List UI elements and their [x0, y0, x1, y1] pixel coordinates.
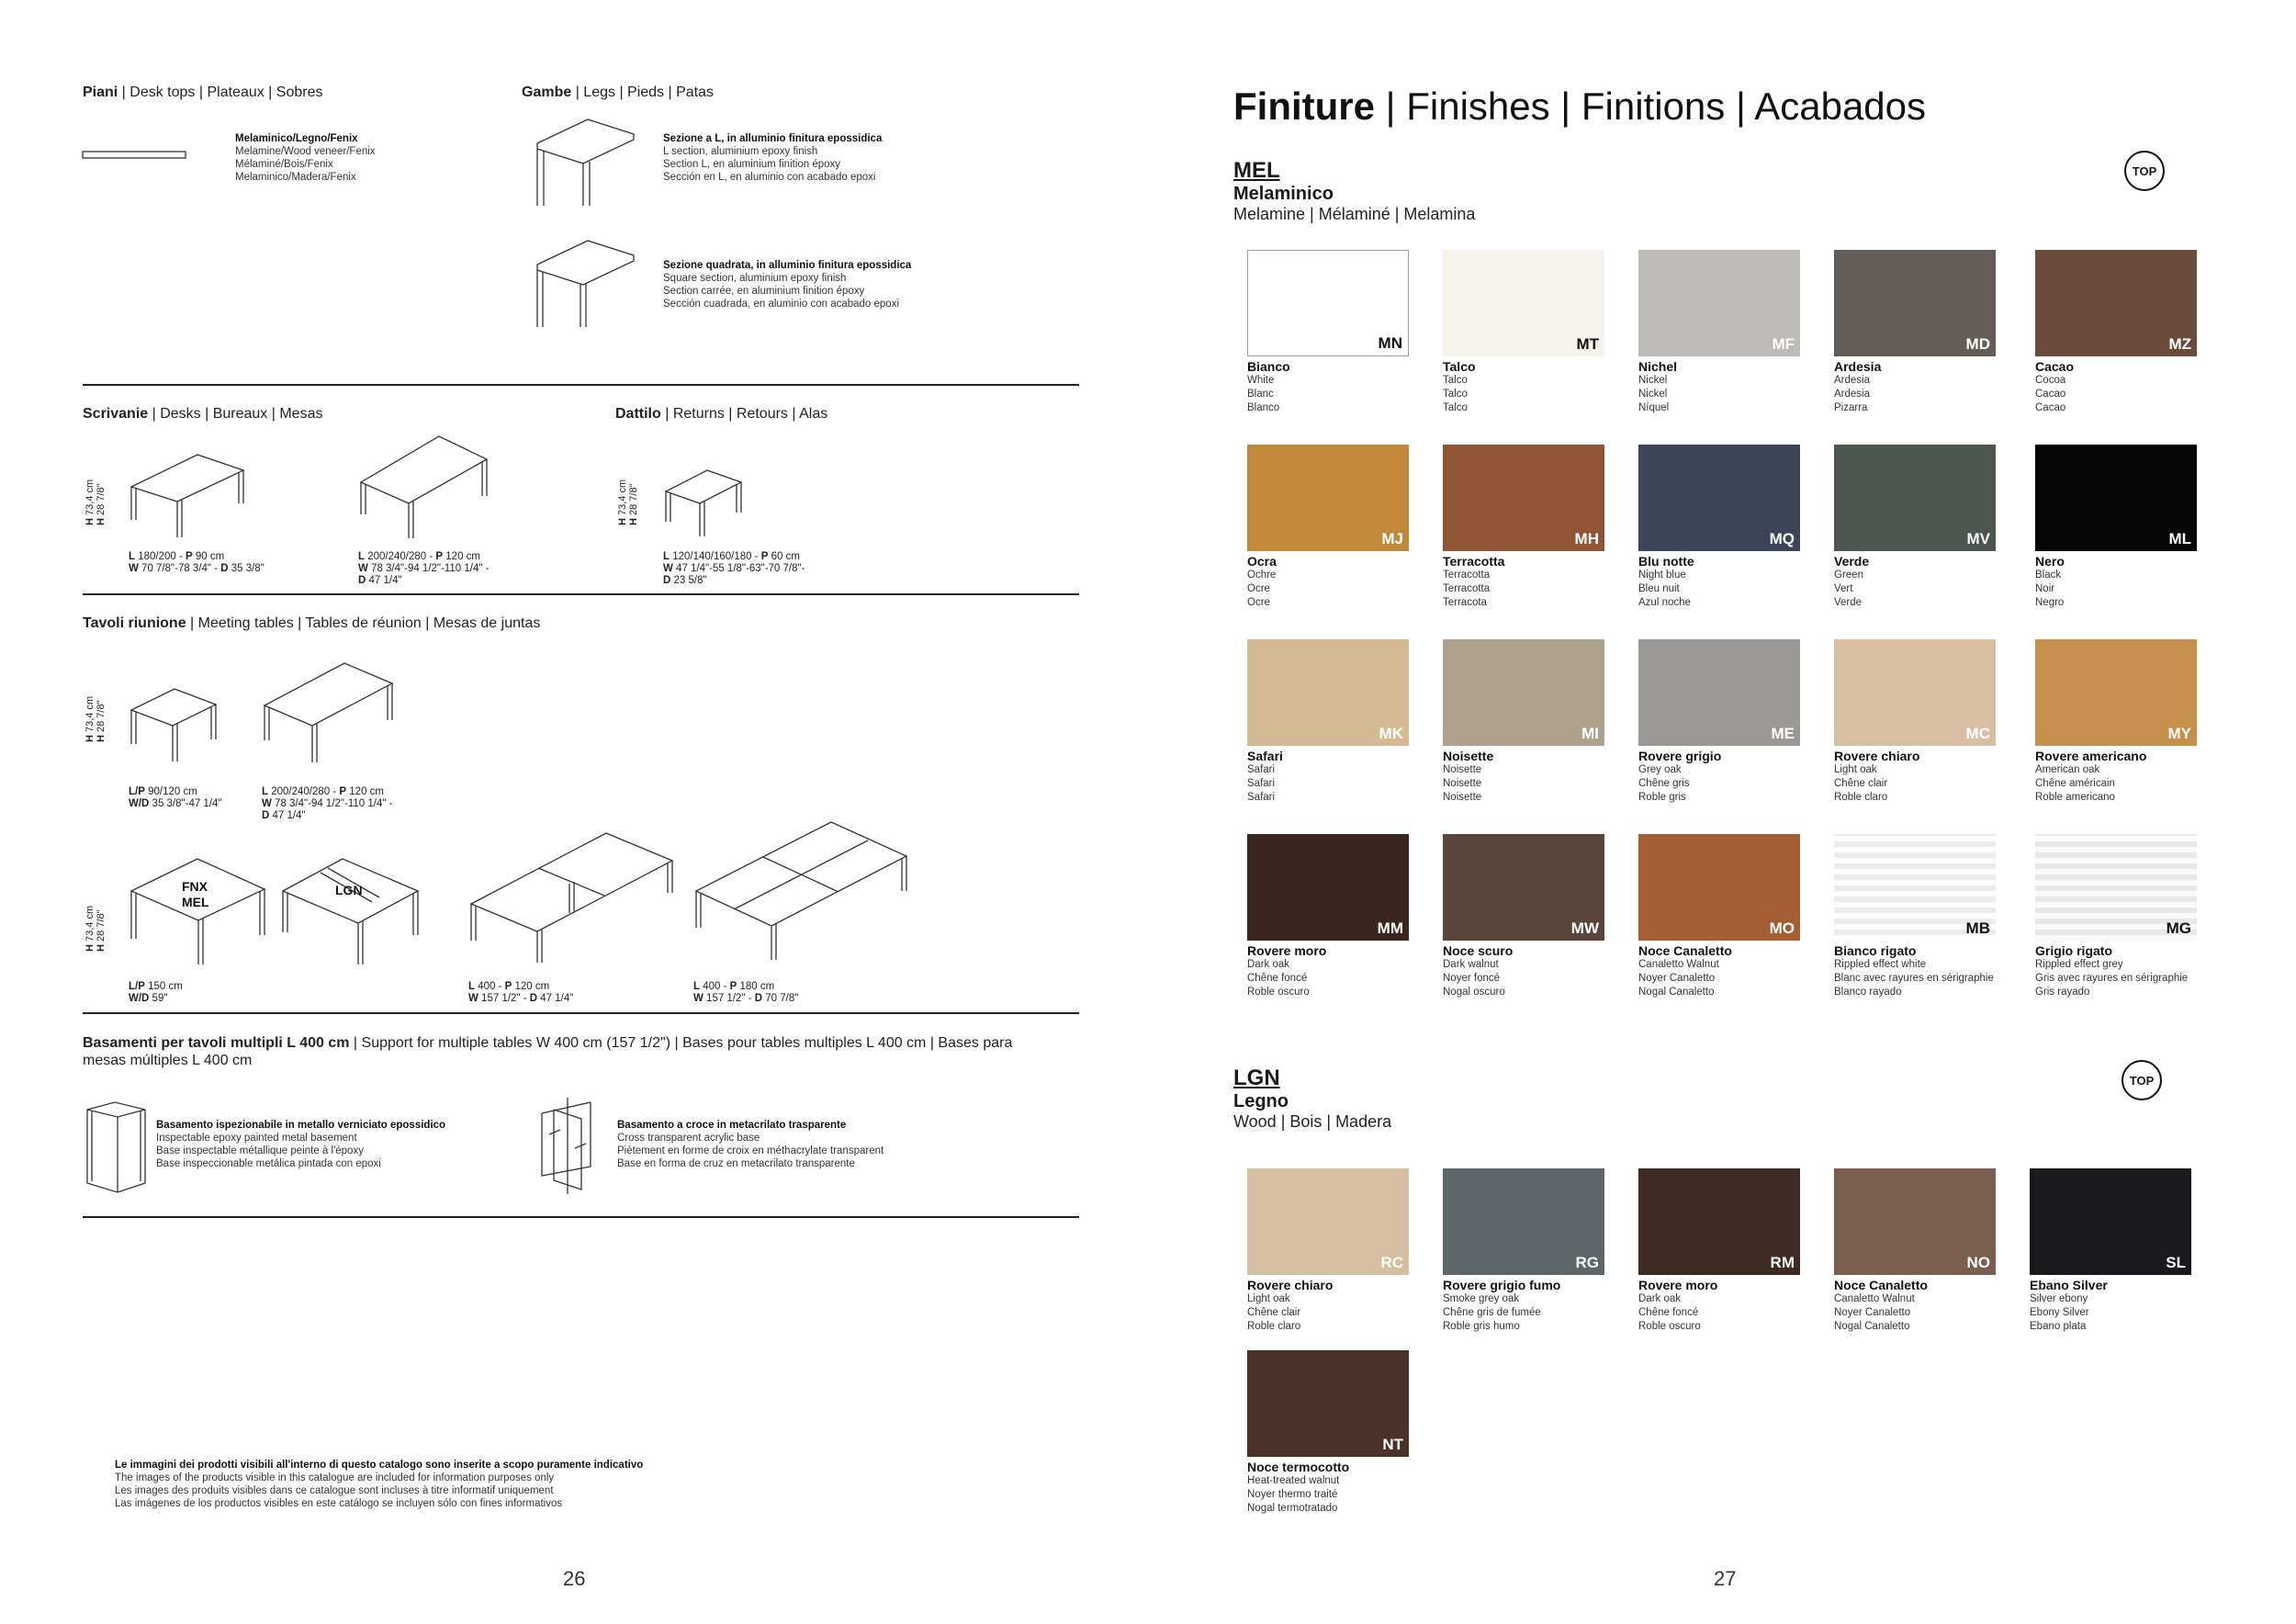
swatch-name: Verde: [1834, 554, 1870, 569]
cross-acrylic-base-drawing: [540, 1093, 604, 1199]
meeting-table-400-180-drawing: [693, 818, 914, 964]
swatch-code: MI: [1581, 725, 1599, 742]
swatch-mw: [1443, 834, 1604, 941]
swatch-rm: [1638, 1168, 1800, 1275]
swatch-name: Rovere americano: [2035, 749, 2147, 763]
swatch-name: Rovere grigio: [1638, 749, 1722, 763]
swatch-translation: Bleu nuit: [1638, 583, 1680, 594]
swatch-label: [1638, 555, 1822, 610]
return-dims: L 120/140/160/180 - P 60 cm W 47 1/4"-55 1/8"-63"-70 7/8"- D 23 5/8": [663, 551, 805, 586]
swatch-sl: [2030, 1168, 2191, 1275]
swatch-mo: [1638, 834, 1800, 941]
swatch-translation: Heat-treated walnut: [1247, 1475, 1340, 1486]
swatch-translation: Roble gris: [1638, 792, 1686, 803]
swatch-name: Terracotta: [1443, 554, 1505, 569]
swatch-code: RG: [1575, 1254, 1599, 1271]
swatch-code: MN: [1378, 334, 1402, 352]
swatch-translation: Ebony Silver: [2030, 1307, 2089, 1318]
swatch-translation: Noisette: [1443, 792, 1482, 803]
swatch-label: [2035, 360, 2219, 415]
swatch-code: MT: [1576, 335, 1599, 353]
swatch-translation: Talco: [1443, 375, 1468, 386]
swatch-mm: [1247, 834, 1409, 941]
swatch-name: Noce Canaletto: [1638, 943, 1732, 958]
meeting-table-square-drawing: [129, 684, 220, 767]
divider: [83, 384, 1079, 386]
swatch-name: Grigio rigato: [2035, 943, 2112, 958]
swatch-name: Ebano Silver: [2030, 1278, 2108, 1292]
swatch-code: MH: [1574, 530, 1599, 547]
swatch-translation: Grey oak: [1638, 764, 1682, 775]
swatch-label: [1247, 750, 1431, 805]
swatch-translation: Dark oak: [1638, 1293, 1682, 1304]
swatch-translation: Ebano plata: [2030, 1321, 2087, 1332]
swatch-translation: Light oak: [1247, 1293, 1290, 1304]
meeting-table-fnx-mel-drawing: [129, 854, 276, 969]
swatch-translation: Noir: [2035, 583, 2055, 594]
swatch-translation: Noyer Canaletto: [1638, 973, 1716, 984]
swatch-translation: Chêne foncé: [1247, 973, 1308, 984]
swatch-label: [1443, 1279, 1626, 1334]
lgn-subtitle: Wood | Bois | Madera: [1233, 1112, 1392, 1131]
swatch-translation: White: [1247, 375, 1275, 386]
swatch-code: RC: [1380, 1254, 1403, 1271]
swatch-name: Bianco rigato: [1834, 943, 1917, 958]
section-title-scrivanie: Scrivanie | Desks | Bureaux | Mesas: [83, 406, 323, 422]
swatch-translation: Chêne clair: [1834, 778, 1888, 789]
desk-small-dims: L 180/200 - P 90 cm W 70 7/8"-78 3/4" - D 35 3/8": [129, 551, 264, 574]
swatch-translation: Night blue: [1638, 570, 1686, 581]
swatch-code: MD: [1965, 335, 1990, 353]
swatch-code: MF: [1772, 335, 1795, 353]
swatch-translation: Chêne gris de fumée: [1443, 1307, 1541, 1318]
divider: [83, 1012, 1079, 1014]
swatch-code: SL: [2166, 1254, 2186, 1271]
swatch-code: MO: [1769, 919, 1795, 937]
top-badge-mel: TOP: [2124, 151, 2165, 191]
swatch-translation: Smoke grey oak: [1443, 1293, 1520, 1304]
swatch-name: Blu notte: [1638, 554, 1694, 569]
swatch-translation: American oak: [2035, 764, 2100, 775]
meeting-table-lgn-drawing: [280, 854, 427, 969]
swatch-translation: Rippled effect white: [1834, 959, 1927, 970]
swatch-translation: Chêne américain: [2035, 778, 2115, 789]
meeting-round-dims: L/P 150 cm W/D 59": [129, 981, 183, 1004]
swatch-translation: Níquel: [1638, 402, 1670, 413]
swatch-translation: Cacao: [2035, 402, 2066, 413]
swatch-translation: Talco: [1443, 389, 1468, 400]
swatch-translation: Gris rayado: [2035, 987, 2090, 998]
swatch-translation: Pizarra: [1834, 402, 1868, 413]
page-number-right: 27: [1714, 1567, 1737, 1590]
swatch-mq: [1638, 445, 1800, 551]
swatch-name: Rovere moro: [1247, 943, 1327, 958]
swatch-translation: Blanc avec rayures en sérigraphie: [1834, 973, 1994, 984]
swatch-translation: Ochre: [1247, 570, 1277, 581]
swatch-label: [1247, 360, 1431, 415]
swatch-label: [1638, 944, 1822, 999]
swatch-label: [1443, 555, 1626, 610]
swatch-translation: Roble oscuro: [1247, 987, 1310, 998]
meeting-400-120-dims: L 400 - P 120 cm W 157 1/2" - D 47 1/4": [468, 981, 574, 1004]
meeting-table-400-120-drawing: [468, 829, 680, 966]
swatch-code: MB: [1965, 919, 1990, 937]
swatch-name: Rovere moro: [1638, 1278, 1718, 1292]
swatch-label: [1834, 944, 2018, 999]
page-number-left: 26: [563, 1567, 586, 1590]
swatch-mc: [1834, 639, 1996, 746]
swatch-label: [2030, 1279, 2213, 1334]
swatch-me: [1638, 639, 1800, 746]
svg-text:LGN: LGN: [335, 883, 363, 897]
swatch-translation: Roble oscuro: [1638, 1321, 1701, 1332]
divider: [83, 1216, 1079, 1218]
swatch-name: Rovere grigio fumo: [1443, 1278, 1561, 1292]
swatch-name: Bianco: [1247, 359, 1290, 374]
swatch-translation: Safari: [1247, 764, 1276, 775]
swatch-rg: [1443, 1168, 1604, 1275]
swatch-nt: [1247, 1350, 1409, 1457]
swatch-translation: Terracotta: [1443, 583, 1491, 594]
desk-drawing-large: [358, 432, 496, 542]
swatch-label: [1247, 555, 1431, 610]
disclaimer: Le immagini dei prodotti visibili all'interno di questo catalogo sono inserite a scopo puramente indicativo The images of the products visible in this catalogue are included for information purposes only Les images des produits visibles dans ce catalogue sont incluses à titre informatif uniquement Las imágenes de los productos visibles en este catálogo se incluyen sólo con fines informativos: [115, 1460, 644, 1509]
swatch-translation: Terracota: [1443, 597, 1487, 608]
swatch-name: Cacao: [2035, 359, 2075, 374]
swatch-translation: Roble americano: [2035, 792, 2115, 803]
swatch-mb: [1834, 834, 1996, 941]
swatch-translation: Dark walnut: [1443, 959, 1499, 970]
swatch-translation: Chêne clair: [1247, 1307, 1301, 1318]
swatch-translation: Noyer foncé: [1443, 973, 1501, 984]
swatch-translation: Noyer Canaletto: [1834, 1307, 1911, 1318]
swatch-translation: Noyer thermo traité: [1247, 1489, 1338, 1500]
swatch-translation: Rippled effect grey: [2035, 959, 2123, 970]
swatch-translation: Safari: [1247, 792, 1276, 803]
swatch-translation: Terracotta: [1443, 570, 1491, 581]
return-drawing: [663, 459, 755, 542]
swatch-code: RM: [1770, 1254, 1795, 1271]
swatch-translation: Green: [1834, 570, 1863, 581]
swatch-label: [1247, 1279, 1431, 1334]
lgn-header: [1233, 1066, 1391, 1132]
mel-subtitle: Melamine | Mélaminé | Melamina: [1233, 205, 1476, 223]
swatch-ml: [2035, 445, 2197, 551]
swatch-code: MK: [1379, 725, 1403, 742]
swatch-mk: [1247, 639, 1409, 746]
swatch-translation: Ocre: [1247, 583, 1270, 594]
swatch-translation: Verde: [1834, 597, 1863, 608]
swatch-label: [1638, 750, 1822, 805]
swatch-label: [1834, 555, 2018, 610]
swatch-translation: Safari: [1247, 778, 1276, 789]
svg-text:MEL: MEL: [182, 895, 209, 909]
swatch-name: Noce termocotto: [1247, 1460, 1350, 1474]
swatch-label: [1834, 360, 2018, 415]
swatch-label: [2035, 555, 2219, 610]
meeting-square-dims: L/P 90/120 cm W/D 35 3/8"-47 1/4": [129, 786, 222, 809]
swatch-md: [1834, 250, 1996, 356]
swatch-rc: [1247, 1168, 1409, 1275]
swatch-code: MW: [1570, 919, 1599, 937]
swatch-code: MC: [1965, 725, 1990, 742]
mel-name: Melaminico: [1233, 184, 1334, 204]
swatch-label: [1638, 360, 1822, 415]
gambe-spec-l: Sezione a L, in alluminio finitura epossidica L section, aluminium epoxy finish Section L, en aluminium finition époxy Sección en L, en aluminio con acabado epoxi: [663, 133, 883, 183]
swatch-translation: Noisette: [1443, 764, 1482, 775]
swatch-name: Rovere chiaro: [1247, 1278, 1334, 1292]
swatch-translation: Roble gris humo: [1443, 1321, 1520, 1332]
meeting-400-180-dims: L 400 - P 180 cm W 157 1/2" - D 70 7/8": [693, 981, 799, 1004]
swatch-my: [2035, 639, 2197, 746]
mel-header: [1233, 158, 1475, 224]
swatch-translation: Canaletto Walnut: [1834, 1293, 1915, 1304]
swatch-code: NO: [1966, 1254, 1990, 1271]
swatch-code: ME: [1771, 725, 1795, 742]
swatch-code: MG: [2166, 919, 2191, 937]
l-section-leg-drawing: [533, 118, 643, 209]
piani-spec: Melaminico/Legno/Fenix Melamine/Wood veneer/Fenix Mélaminé/Bois/Fenix Melaminico/Madera/Fenix: [235, 133, 376, 183]
swatch-translation: Nogal oscuro: [1443, 987, 1505, 998]
swatch-translation: Black: [2035, 570, 2062, 581]
swatch-mz: [2035, 250, 2197, 356]
swatch-translation: Noisette: [1443, 778, 1482, 789]
swatch-translation: Roble claro: [1247, 1321, 1301, 1332]
swatch-label: [1247, 944, 1431, 999]
swatch-label: [1834, 1279, 2018, 1334]
swatch-mi: [1443, 639, 1604, 746]
finishes-title: Finiture | Finishes | Finitions | Acabados: [1233, 85, 1927, 128]
swatch-translation: Vert: [1834, 583, 1853, 594]
swatch-name: Talco: [1443, 359, 1476, 374]
swatch-translation: Light oak: [1834, 764, 1877, 775]
section-title-gambe: Gambe | Legs | Pieds | Patas: [522, 85, 715, 100]
swatch-translation: Talco: [1443, 402, 1468, 413]
desk-large-dims: L 200/240/280 - P 120 cm W 78 3/4"-94 1/2"-110 1/4" - D 47 1/4": [358, 551, 490, 586]
swatch-label: [2035, 944, 2219, 999]
swatch-code: ML: [2168, 530, 2191, 547]
mel-code: MEL: [1233, 158, 1280, 183]
basamenti-spec-metal: Basamento ispezionabile in metallo verniciato epossidico Inspectable epoxy painted metal basement Base inspectable métallique peinte à l'époxy Base inspeccionable metálica pintada con epoxi: [156, 1120, 446, 1169]
swatch-code: MV: [1966, 530, 1990, 547]
swatch-translation: Roble claro: [1834, 792, 1888, 803]
swatch-translation: Negro: [2035, 597, 2065, 608]
swatch-translation: Cocoa: [2035, 375, 2066, 386]
top-badge-lgn: TOP: [2122, 1060, 2162, 1100]
meeting-table-rect-drawing: [262, 660, 400, 770]
swatch-translation: Azul noche: [1638, 597, 1691, 608]
swatch-mt: [1443, 250, 1604, 356]
swatch-label: [1443, 750, 1626, 805]
swatch-translation: Chêne gris: [1638, 778, 1690, 789]
swatch-code: MZ: [2168, 335, 2191, 353]
swatch-code: MJ: [1381, 530, 1403, 547]
swatch-translation: Ardesia: [1834, 389, 1870, 400]
swatch-translation: Ardesia: [1834, 375, 1870, 386]
height-label-dattilo: H 73,4 cm H 28 7/8": [617, 479, 639, 525]
swatch-code: MQ: [1769, 530, 1795, 547]
swatch-name: Nichel: [1638, 359, 1678, 374]
swatch-translation: Chêne foncé: [1638, 1307, 1699, 1318]
section-title-basamenti: Basamenti per tavoli multipli L 400 cm | Support for multiple tables W 400 cm (157 1/2") | Bases pour tables multiples L 400 cm | Bases para mesas múltiples L 400 cm: [83, 1035, 1013, 1068]
swatch-translation: Blanc: [1247, 389, 1274, 400]
swatch-translation: Blanco rayado: [1834, 987, 1902, 998]
divider: [83, 593, 1079, 595]
swatch-translation: Silver ebony: [2030, 1293, 2088, 1304]
gambe-spec-square: Sezione quadrata, in alluminio finitura epossidica Square section, aluminium epoxy finish Section carrée, en aluminium finition époxy Sección cuadrada, en aluminio con acabado epoxi: [663, 260, 912, 310]
section-title-dattilo: Dattilo | Returns | Retours | Alas: [615, 406, 828, 422]
section-title-riunione: Tavoli riunione | Meeting tables | Tables de réunion | Mesas de juntas: [83, 615, 541, 631]
swatch-name: Safari: [1247, 749, 1283, 763]
lgn-code: LGN: [1233, 1066, 1280, 1090]
swatch-name: Noce Canaletto: [1834, 1278, 1928, 1292]
swatch-mh: [1443, 445, 1604, 551]
swatch-name: Noisette: [1443, 749, 1494, 763]
swatch-name: Ardesia: [1834, 359, 1882, 374]
lgn-name: Legno: [1233, 1091, 1289, 1111]
swatch-mf: [1638, 250, 1800, 356]
swatch-name: Ocra: [1247, 554, 1277, 569]
swatch-no: [1834, 1168, 1996, 1275]
desk-top-drawing: [83, 149, 193, 164]
swatch-mj: [1247, 445, 1409, 551]
swatch-code: NT: [1382, 1436, 1403, 1453]
swatch-translation: Nickel: [1638, 389, 1668, 400]
swatch-code: MM: [1377, 919, 1403, 937]
height-label-riunione-2: H 73,4 cm H 28 7/8": [84, 905, 107, 952]
swatch-name: Nero: [2035, 554, 2065, 569]
swatch-label: [1247, 1460, 1431, 1516]
swatch-mn: [1247, 250, 1409, 356]
desk-drawing-small: [129, 441, 248, 542]
swatch-label: [2035, 750, 2219, 805]
swatch-translation: Nogal Canaletto: [1834, 1321, 1910, 1332]
swatch-translation: Nogal termotratado: [1247, 1503, 1338, 1514]
swatch-label: [1443, 944, 1626, 999]
swatch-label: [1834, 750, 2018, 805]
height-label: H 73,4 cm H 28 7/8": [84, 479, 107, 525]
section-title-piani: Piani | Desk tops | Plateaux | Sobres: [83, 85, 323, 100]
swatch-translation: Blanco: [1247, 402, 1280, 413]
svg-text:FNX: FNX: [182, 879, 208, 894]
meeting-rect-dims: L 200/240/280 - P 120 cm W 78 3/4"-94 1/2"-110 1/4" - D 47 1/4": [262, 786, 393, 821]
swatch-name: Rovere chiaro: [1834, 749, 1920, 763]
swatch-translation: Ocre: [1247, 597, 1270, 608]
height-label-riunione-1: H 73,4 cm H 28 7/8": [84, 695, 107, 742]
swatch-translation: Nogal Canaletto: [1638, 987, 1715, 998]
swatch-translation: Cacao: [2035, 389, 2066, 400]
basamenti-spec-acrylic: Basamento a croce in metacrilato trasparente Cross transparent acrylic base Piètement en forme de croix en méthacrylate transparent Base en forma de cruz en metacrilato transparente: [617, 1120, 884, 1169]
swatch-translation: Canaletto Walnut: [1638, 959, 1719, 970]
square-section-leg-drawing: [533, 239, 643, 331]
swatch-translation: Gris avec rayures en sérigraphie: [2035, 973, 2189, 984]
swatch-mg: [2035, 834, 2197, 941]
swatch-code: MY: [2167, 725, 2191, 742]
swatch-label: [1638, 1279, 1822, 1334]
swatch-label: [1443, 360, 1626, 415]
swatch-name: Noce scuro: [1443, 943, 1514, 958]
swatch-mv: [1834, 445, 1996, 551]
swatch-translation: Nickel: [1638, 375, 1668, 386]
swatch-translation: Dark oak: [1247, 959, 1290, 970]
metal-base-drawing: [83, 1099, 156, 1200]
